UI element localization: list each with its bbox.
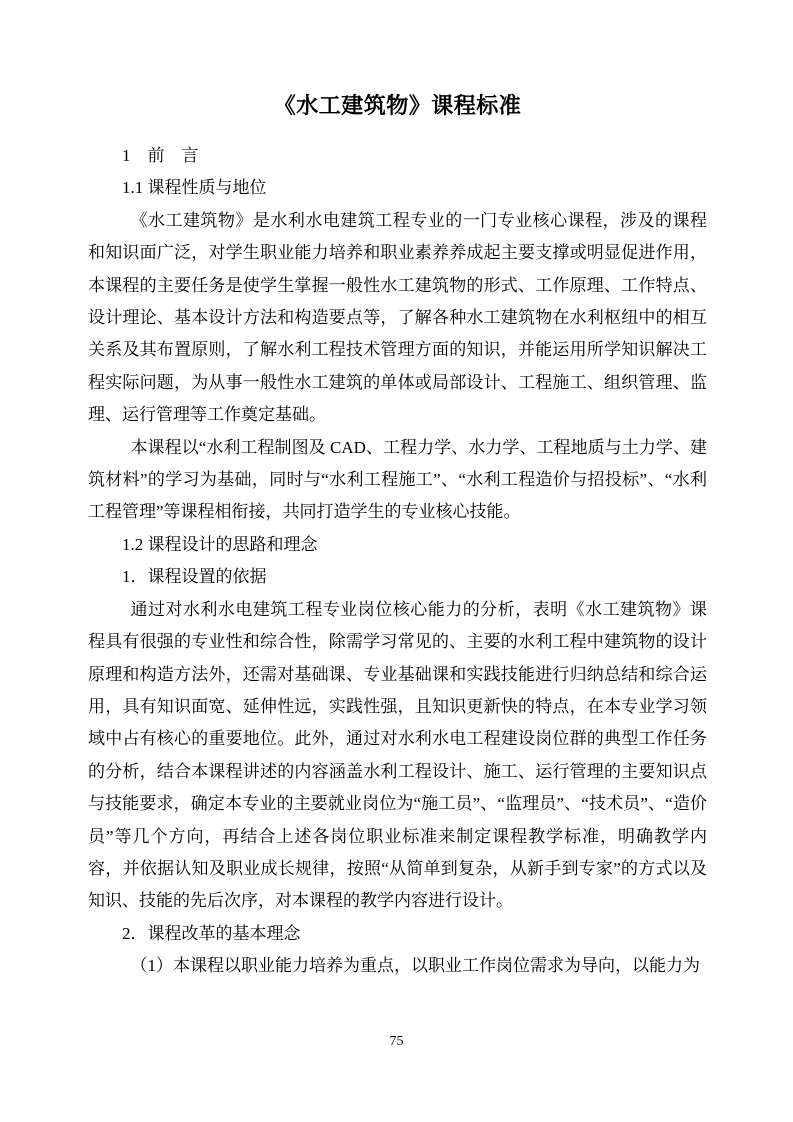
document-content xyxy=(88,91,707,983)
paragraph-reform-item-1: （1）本课程以职业能力培养为重点，以职业工作岗位需求为导向，以能力为 xyxy=(130,956,700,976)
heading-course-nature: 1.1 课程性质与地位 xyxy=(122,178,267,198)
heading-course-setup-basis: 1．课程设置的依据 xyxy=(122,567,267,587)
heading-reform-concepts: 2．课程改革的基本理念 xyxy=(122,923,301,943)
paragraph-course-basis: 本课程以“水利工程制图及 CAD、工程力学、水力学、工程地质与土力学、建筑材料”的学习为基础，同时与“水利工程施工”、“水利工程造价与招投标”、“水利工程管理”等课程相衔接，共同打造学生的专业核心技能。 xyxy=(88,437,707,522)
paragraph-course-nature: 《水工建筑物》是水利水电建筑工程专业的一门专业核心课程，涉及的课程和知识面广泛，对学生职业能力培养和职业素养养成起主要支撑或明显促进作用，本课程的主要任务是使学生掌握一般性水工建筑物的形式、工作原理、工作特点、设计理论、基本设计方法和构造要点等，了解各种水工建筑物在水利枢纽中的相互关系及其布置原则，了解水利工程技术管理方面的知识，并能运用所学知识解决工程实际问题，为从事一般性水工建筑的单体或局部设计、工程施工、组织管理、监理、运行管理等工作奠定基础。 xyxy=(88,210,707,425)
document-title: 《水工建筑物》课程标准 xyxy=(273,93,522,118)
heading-course-design: 1.2 课程设计的思路和理念 xyxy=(122,534,318,554)
heading-foreword: 1 前 言 xyxy=(122,146,199,165)
paragraph-course-setup-analysis: 通过对水利水电建筑工程专业岗位核心能力的分析，表明《水工建筑物》课程具有很强的专业性和综合性，除需学习常见的、主要的水利工程中建筑物的设计原理和构造方法外，还需对基础课、专业基础课和实践技能进行归纳总结和综合运用，具有知识面宽、延伸性远，实践性强，且知识更新快的特点，在本专业学习领域中占有核心的重要地位。此外，通过对水利水电工程建设岗位群的典型工作任务的分析，结合本课程讲述的内容涵盖水利工程设计、施工、运行管理的主要知识点与技能要求，确定本专业的主要就业岗位为“施工员”、“监理员”、“技术员”、“造价员”等几个方向，再结合上述各岗位职业标准来制定课程教学标准，明确教学内容，并依据认知及职业成长规律，按照“从简单到复杂，从新手到专家”的方式以及知识、技能的先后次序，对本课程的教学内容进行设计。 xyxy=(88,599,707,911)
page-number: 75 xyxy=(389,1034,404,1049)
